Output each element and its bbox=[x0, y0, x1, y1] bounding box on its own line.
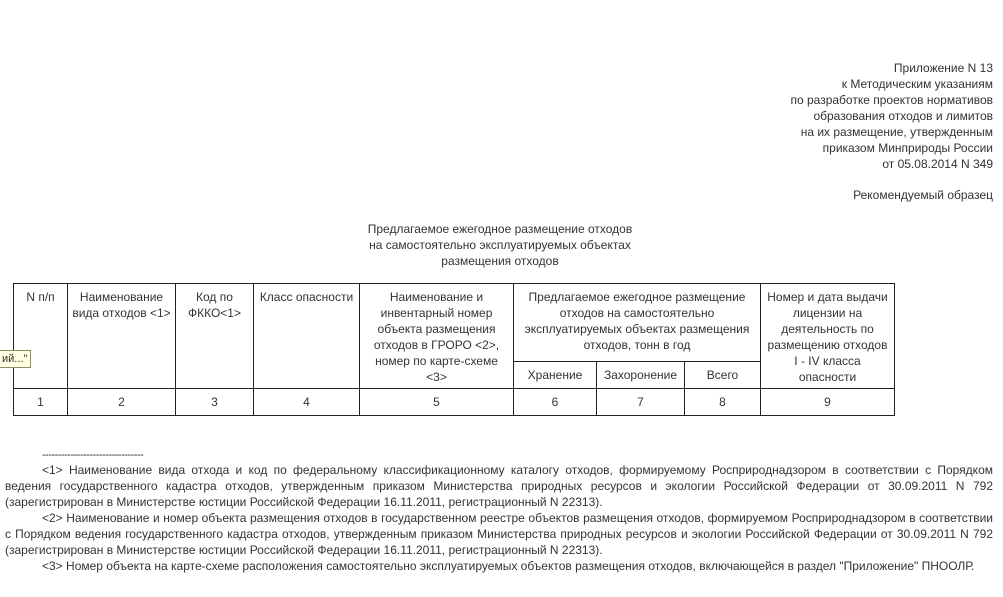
table-row bbox=[14, 389, 895, 416]
appendix-line: Приложение N 13 bbox=[893, 61, 993, 75]
footnote-separator: -------------------------------- bbox=[42, 449, 144, 461]
recommended-sample-label: Рекомендуемый образец bbox=[853, 188, 993, 202]
title-line: на самостоятельно эксплуатируемых объектах bbox=[369, 238, 631, 252]
column-number-cell: 9 bbox=[761, 389, 895, 416]
subheader-cell-storage: Хранение bbox=[514, 362, 597, 389]
appendix-line: по разработке проектов нормативов bbox=[790, 93, 993, 107]
waste-placement-table bbox=[13, 283, 895, 416]
title-line: размещения отходов bbox=[441, 254, 559, 268]
appendix-line: на их размещение, утвержденным bbox=[800, 125, 993, 139]
header-cell-license: Номер и дата выдачи лицензии на деятельность по размещению отходов I - IV класса опасности bbox=[761, 284, 895, 389]
header-cell-annual-placement: Предлагаемое ежегодное размещение отходов на самостоятельно эксплуатируемых объектах размещения отходов, тонн в год bbox=[514, 284, 761, 362]
table-header-row bbox=[14, 284, 895, 362]
footnote-1: <1> Наименование вида отхода и код по федеральному классификационному каталогу отходов, формируемому Росприроднадзором в соответствии с Порядком ведения государственного кадастра отходов, утвержденным приказом Министерства природных ресурсов и экологии Российской Федерации от 30.09.2011 N 792 (зарегистрирован в Министерстве юстиции Российской Федерации 16.11.2011, регистрационный N 22313). bbox=[5, 463, 993, 509]
column-number-cell: 6 bbox=[514, 389, 597, 416]
appendix-line: к Методическим указаниям bbox=[841, 77, 993, 91]
header-cell-fkko-code: Код по ФККО<1> bbox=[176, 284, 254, 389]
column-number-cell: 2 bbox=[68, 389, 176, 416]
header-cell-hazard-class: Класс опасности bbox=[254, 284, 360, 389]
title-line: Предлагаемое ежегодное размещение отходов bbox=[367, 222, 633, 236]
appendix-header bbox=[790, 60, 993, 172]
subheader-cell-total: Всего bbox=[685, 362, 761, 389]
column-number-cell: 4 bbox=[254, 389, 360, 416]
footnote-3: <3> Номер объекта на карте-схеме расположения самостоятельно эксплуатируемых объектов размещения отходов, включающейся в раздел "Приложение" ПНООЛР. bbox=[42, 559, 975, 573]
column-number-cell: 3 bbox=[176, 389, 254, 416]
tooltip-fragment[interactable]: ий..." bbox=[0, 350, 31, 368]
header-cell-number: N п/п bbox=[14, 284, 68, 389]
header-cell-object-name: Наименование и инвентарный номер объекта размещения отходов в ГРОРО <2>, номер по карте-схеме <3> bbox=[360, 284, 514, 389]
appendix-line: от 05.08.2014 N 349 bbox=[882, 157, 993, 171]
column-number-cell: 1 bbox=[14, 389, 68, 416]
footnote-2: <2> Наименование и номер объекта размещения отходов в государственном реестре объектов размещения отходов, формируемом Росприроднадзором в соответствии с Порядком ведения государственного кадастра отходов, утвержденным приказом Министерства природных ресурсов и экологии Российской Федерации от 30.09.2011 N 792 (зарегистрирован в Министерстве юстиции Российской Федерации 16.11.2011, регистрационный N 22313). bbox=[5, 511, 993, 557]
column-number-cell: 5 bbox=[360, 389, 514, 416]
document-title bbox=[313, 221, 687, 269]
column-number-cell: 8 bbox=[685, 389, 761, 416]
column-number-cell: 7 bbox=[597, 389, 685, 416]
appendix-line: образования отходов и лимитов bbox=[813, 109, 993, 123]
subheader-cell-burial: Захоронение bbox=[597, 362, 685, 389]
header-cell-waste-name: Наименование вида отходов <1> bbox=[68, 284, 176, 389]
footnotes bbox=[5, 462, 993, 574]
appendix-line: приказом Минприроды России bbox=[822, 141, 993, 155]
